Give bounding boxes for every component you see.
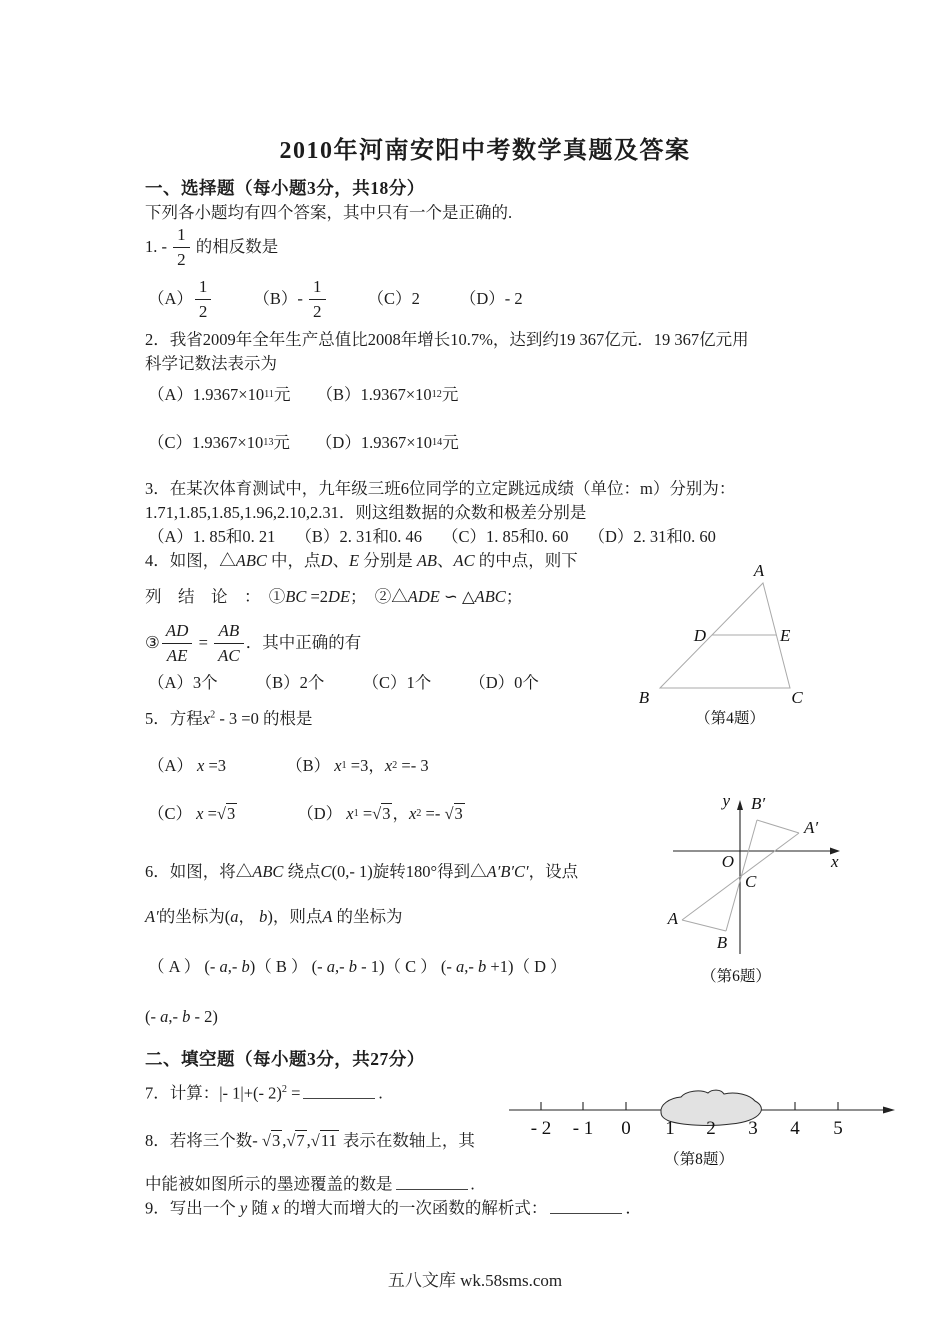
q1-option-c: （C） 2 — [367, 289, 420, 309]
q1-option-a: （A） $\frac{1}{2}$ — [148, 276, 213, 322]
q1-option-d: （D） - 2 — [459, 289, 523, 309]
q3-option-a: （A） 1. 85 和 0. 21 — [148, 527, 276, 546]
tick-label-neg1: - 1 — [572, 1118, 594, 1139]
tick-label-2: 2 — [706, 1118, 716, 1139]
edge-a-b — [682, 920, 726, 931]
watermark-footer: 五八文库 wk.58sms.com — [387, 1271, 563, 1290]
figure-q8 — [503, 1076, 913, 1181]
q9-stem: 9．写出一个 y 随 x 的增大而增大的一次函数的解析式： ． — [145, 1196, 642, 1220]
q5-options-row1 — [148, 754, 429, 778]
number-line-arrow — [883, 1107, 895, 1114]
q8-stem-line1: 8．若将三个数- √3 ,√7 ,√11 表示在数轴上，其 — [145, 1131, 475, 1150]
rotation-coordinate-diagram — [648, 786, 888, 988]
q5-option-b: （B） x 1 =3 ， x 2 =- 3 — [286, 756, 429, 775]
q3-option-c: （C） 1. 85 和 0. 60 — [441, 527, 569, 546]
q5-option-a: （A） x =3 — [148, 756, 227, 775]
q4-option-d: （D）0个 — [469, 673, 539, 692]
q1-options — [148, 274, 523, 324]
q3-stem-line1: 3．在某次体育测试中，九年级三班6位同学的立定跳远成绩（单位：m）分别为： — [145, 479, 736, 498]
q2-option-d: （D） 1.9367×10 14 元 — [315, 433, 459, 452]
tick-label-0: 0 — [621, 1118, 631, 1139]
q2-option-c: （C） 1.9367×10 13 元 — [148, 433, 290, 452]
q3-stem-line2: 1.71,1.85,1.85,1.96,2.10,2.31．则这组数据的众数和极差分别是 — [145, 503, 587, 522]
point-c-label: C — [791, 688, 803, 707]
q4-stem-line1: 4．如图，△ABC 中，点D、E 分别是 AB、AC 的中点，则下 — [145, 551, 578, 570]
number-line-diagram — [503, 1076, 913, 1176]
figure-q6 — [648, 786, 888, 993]
y-axis-arrow — [737, 800, 743, 810]
q2-stem-line2: 科学记数法表示为 — [145, 354, 277, 373]
origin-label: O — [721, 852, 734, 871]
x-axis-label: x — [831, 852, 839, 871]
q1-option-b: （B）- $\frac{1}{2}$ — [253, 276, 327, 322]
section1-intro: 下列各小题均有四个答案，其中只有一个是正确的. — [145, 203, 513, 222]
y-axis-label: y — [722, 791, 730, 810]
tick-label-1: 1 — [665, 1118, 675, 1139]
figure-q4-caption: （第4题） — [695, 710, 765, 727]
tick-label-3: 3 — [748, 1118, 758, 1139]
q6-options-row1 — [148, 955, 567, 979]
point-c-label: C — [745, 872, 757, 891]
section1-heading: 一、选择题（每小题3分，共18分） — [145, 178, 425, 198]
q6-stem-line2: A′的坐标为(a， b)，则点A 的坐标为 — [145, 907, 403, 926]
q3-options — [148, 525, 716, 549]
q2-options-row2 — [148, 431, 459, 455]
q6-stem-line1: 6．如图，将△ABC 绕点C(0,- 1)旋转180°得到△A′B′C′，设点 — [145, 862, 579, 881]
point-b-label: B — [638, 688, 650, 707]
point-a-label: A — [753, 561, 765, 580]
q1-stem: 1. - $\frac{1}{2}$ 的相反数是 — [145, 225, 279, 269]
tick-label-neg2: - 2 — [530, 1118, 552, 1139]
q3-option-b: （B） 2. 31 和 0. 46 — [295, 527, 422, 546]
figure-q4 — [628, 556, 848, 733]
q7-stem: 7．计算：|- 1|+(- 2)$^2$ = . — [145, 1081, 383, 1105]
q4-stem-line2: 列 结 论 ： ①BC =2DE； ②△ADE ∽ △ABC； — [145, 587, 523, 606]
q3-option-d: （D） 2. 31 和 0. 60 — [588, 527, 716, 546]
q5-option-c: （C） x = √3 — [148, 804, 236, 823]
q4-options — [148, 671, 539, 695]
q4-option-b: （B）2个 — [255, 673, 325, 692]
q2-option-a: （A） 1.9367×10 11 元 — [148, 385, 291, 404]
tick-label-5: 5 — [833, 1118, 843, 1139]
page-title: 2010年河南安阳中考数学真题及答案 — [279, 138, 691, 164]
point-d-label: D — [693, 626, 706, 645]
q6-options-row2: (- a,- b - 2) — [145, 1007, 218, 1026]
section2-heading: 二、填空题（每小题3分，共27分） — [145, 1049, 425, 1069]
triangle-midsegment-diagram — [628, 556, 848, 728]
q8-stem-line2: 中能被如图所示的墨迹覆盖的数是 . — [145, 1172, 475, 1196]
q5-stem: 5．方程$x^2 - 3 =0$ 的根是 — [145, 709, 313, 728]
point-aprime-label: A′ — [804, 818, 819, 837]
edge-bprime-aprime — [757, 820, 799, 833]
point-a-label: A — [667, 909, 678, 928]
q6-options-abc: （ A ） (- a ,- b ) （ B ） (- a ,- b - 1) （ C ） (- a ,- b +1) （ D ） — [148, 957, 567, 976]
point-e-label: E — [780, 626, 791, 645]
figure-q6-caption: （第6题） — [701, 968, 771, 985]
point-bprime-label: B′ — [751, 794, 766, 813]
q4-stem-line3: ③ $\frac{AD}{AE}$ = $\frac{AB}{AC}$ ．其中正确的有 — [145, 621, 362, 665]
q5-options-row2 — [148, 802, 465, 826]
q2-stem-line1: 2．我省2009年全年生产总值比2008年增长10.7%，达到约19 367亿元．19 367亿元用 — [145, 330, 749, 349]
tick-label-4: 4 — [790, 1118, 800, 1139]
q4-option-c: （C）1个 — [362, 673, 432, 692]
q5-option-d: （D） x 1 = √3 ， x 2 =- √3 — [297, 804, 463, 823]
point-b-label: B — [716, 933, 728, 952]
figure-q8-caption: （第8题） — [664, 1151, 734, 1168]
q4-option-a: （A）3个 — [148, 673, 218, 692]
q2-options-row1 — [148, 383, 458, 407]
q2-option-b: （B） 1.9367×10 12 元 — [316, 385, 459, 404]
